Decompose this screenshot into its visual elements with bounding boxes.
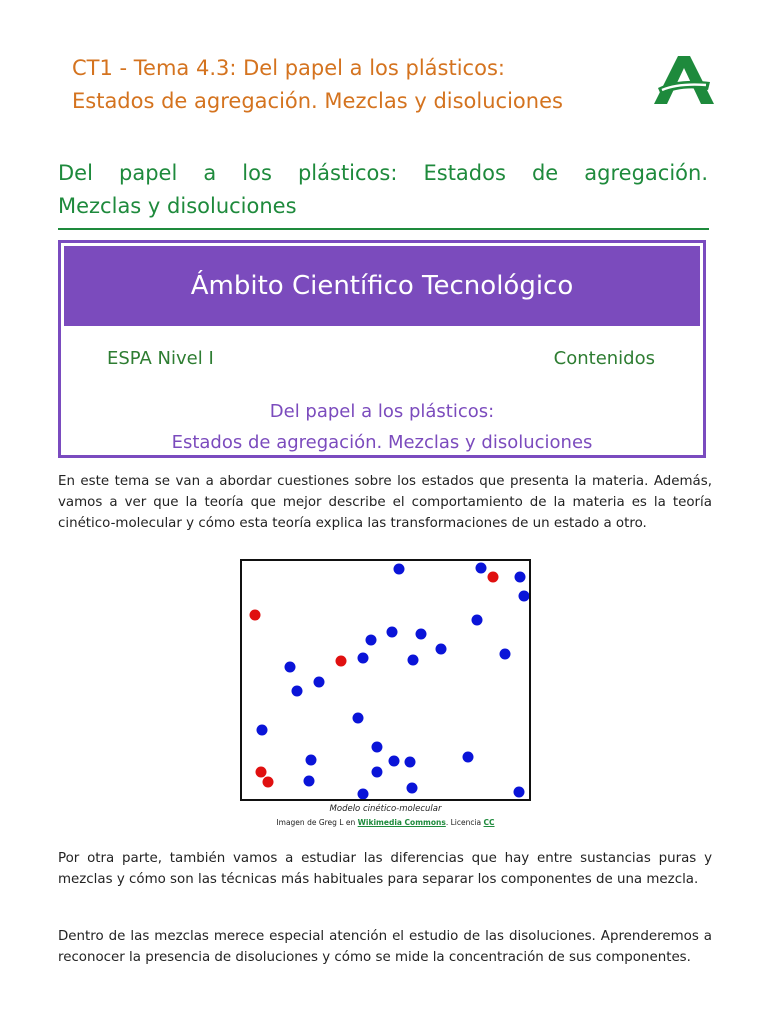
second-paragraph: Por otra parte, también vamos a estudiar las diferencias que hay entre sustancias puras y mezclas y cómo son las técnicas más habituales para separar los componentes de una mezcla. — [58, 851, 712, 887]
document-title-line1: CT1 - Tema 4.3: Del papel a los plásticos: — [72, 56, 505, 80]
card-type-label: Contenidos — [553, 348, 655, 369]
particle-blue — [515, 572, 526, 583]
particles-diagram — [242, 561, 529, 799]
particle-blue — [366, 635, 377, 646]
particle-blue — [306, 755, 317, 766]
particle-blue — [500, 649, 511, 660]
section-title — [58, 157, 708, 223]
particle-blue — [358, 789, 369, 800]
figure-credit — [240, 818, 531, 827]
particle-blue — [358, 653, 369, 664]
document-title — [72, 52, 632, 118]
particle-red — [250, 610, 261, 621]
particle-blue — [436, 644, 447, 655]
particle-blue — [407, 783, 418, 794]
particle-blue — [408, 655, 419, 666]
junta-andalucia-logo-icon — [652, 54, 716, 106]
particle-blue — [472, 615, 483, 626]
section-divider — [58, 228, 709, 230]
credit-prefix: Imagen de Greg L en — [276, 818, 358, 827]
particle-blue — [372, 742, 383, 753]
kinetic-model-figure — [240, 559, 531, 801]
particle-blue — [463, 752, 474, 763]
license-link[interactable]: CC — [483, 818, 495, 827]
section-title-line1: Del papel a los plásticos: Estados de agregación. — [58, 161, 708, 185]
particle-blue — [389, 756, 400, 767]
credit-middle: . Licencia — [445, 818, 484, 827]
particle-blue — [405, 757, 416, 768]
particle-blue — [476, 563, 487, 574]
particle-red — [488, 572, 499, 583]
particle-blue — [372, 767, 383, 778]
particle-blue — [257, 725, 268, 736]
figure-caption: Modelo cinético-molecular — [329, 804, 442, 814]
particle-blue — [387, 627, 398, 638]
particle-blue — [285, 662, 296, 673]
intro-paragraph: En este tema se van a abordar cuestiones sobre los estados que presenta la materia. Además, vamos a ver que la teoría que mejor describe el comportamiento de la materia es la teoría cinético-molecular y cómo esta teoría explica las transformaciones de un estado a otro. — [58, 474, 712, 531]
wikimedia-commons-link[interactable]: Wikimedia Commons — [357, 818, 446, 827]
particle-blue — [514, 787, 525, 798]
particle-blue — [304, 776, 315, 787]
particle-blue — [394, 564, 405, 575]
card-subtitle-line1: Del papel a los plásticos: — [269, 401, 495, 422]
particle-blue — [353, 713, 364, 724]
section-title-line2: Mezclas y disoluciones — [58, 194, 297, 218]
course-card — [58, 240, 706, 458]
card-banner: Ámbito Científico Tecnológico — [64, 246, 700, 326]
particle-blue — [292, 686, 303, 697]
particle-blue — [314, 677, 325, 688]
particle-red — [256, 767, 267, 778]
particle-blue — [519, 591, 530, 602]
document-title-line2: Estados de agregación. Mezclas y disoluciones — [72, 89, 563, 113]
particle-red — [336, 656, 347, 667]
particle-blue — [416, 629, 427, 640]
card-subtitle-line2: Estados de agregación. Mezclas y disoluciones — [171, 432, 593, 453]
third-paragraph: Dentro de las mezclas merece especial atención el estudio de las disoluciones. Aprenderemos a reconocer la presencia de disoluciones y cómo se mide la concentración de sus componentes. — [58, 929, 712, 965]
particle-red — [263, 777, 274, 788]
card-level-label: ESPA Nivel I — [107, 348, 214, 369]
